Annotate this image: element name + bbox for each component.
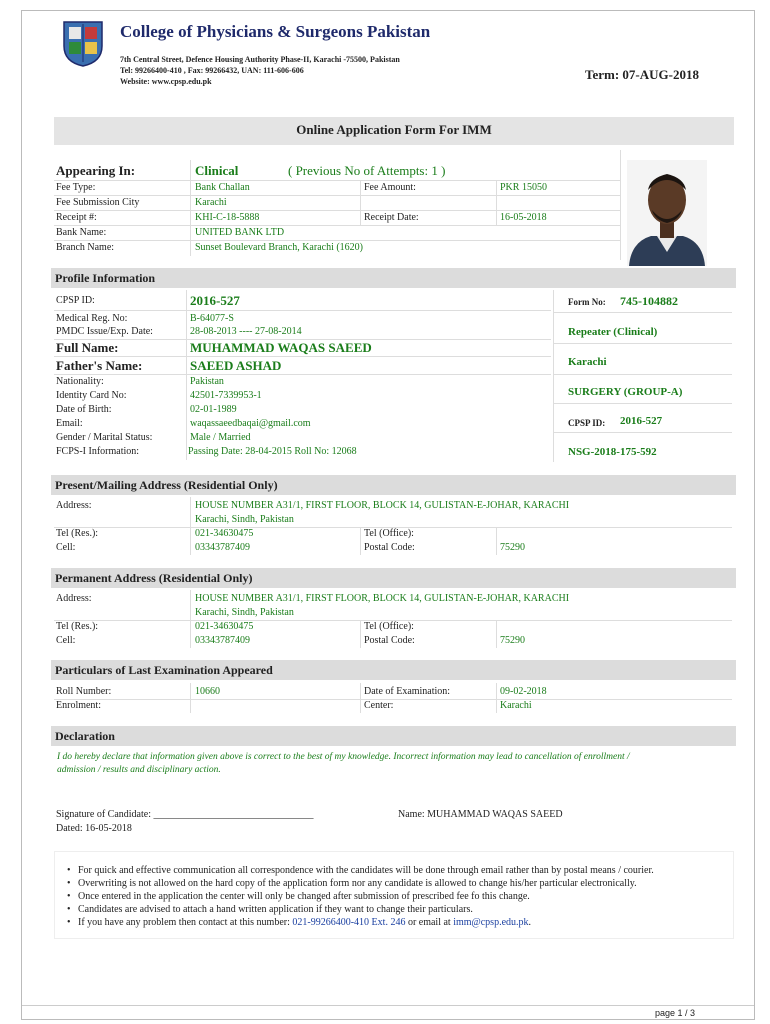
form-no-label: Form No:	[568, 297, 606, 307]
receipt-label: Receipt #:	[56, 212, 97, 223]
grid-divider	[553, 290, 554, 462]
enrolment-label: Enrolment:	[56, 700, 101, 711]
grid-line	[54, 374, 551, 375]
present-postal-label: Postal Code:	[364, 542, 415, 553]
present-cell-value: 03343787409	[195, 542, 250, 553]
dated: Dated: 16-05-2018	[56, 823, 132, 834]
declaration-text-line2: admission / results and disciplinary action.	[57, 765, 221, 775]
permanent-telres-value: 021-34630475	[195, 621, 254, 632]
permanent-postal-value: 75290	[500, 635, 525, 646]
candidate-photo	[627, 160, 707, 266]
dob-label: Date of Birth:	[56, 404, 112, 415]
present-cell-label: Cell:	[56, 542, 76, 553]
fullname-label: Full Name:	[56, 340, 119, 355]
grid-line	[54, 356, 551, 357]
permanent-address-label: Address:	[56, 593, 92, 604]
nsg-number: NSG-2018-175-592	[568, 446, 657, 458]
form-no-value: 745-104882	[620, 294, 678, 308]
note-item	[78, 916, 724, 929]
repeater-status: Repeater (Clinical)	[568, 326, 658, 338]
grid-divider	[190, 160, 191, 256]
receipt-date-label: Receipt Date:	[364, 212, 419, 223]
bank-label: Bank Name:	[56, 227, 107, 238]
grid-line	[54, 225, 620, 226]
signature-line: Signature of Candidate: ________________________________	[56, 809, 314, 820]
fee-type-label: Fee Type:	[56, 182, 96, 193]
grid-line	[54, 180, 620, 181]
website-line: Website: www.cpsp.edu.pk	[120, 77, 212, 86]
helpline-phone: 021-99266400-410 Ext. 246	[292, 917, 406, 928]
grid-divider	[360, 620, 361, 648]
grid-divider	[190, 497, 191, 555]
center-value: Karachi	[500, 700, 532, 711]
college-name: College of Physicians & Surgeons Pakistan	[120, 22, 431, 41]
side-cpsp-label: CPSP ID:	[568, 418, 606, 428]
grid-line	[54, 310, 551, 311]
idcard-label: Identity Card No:	[56, 390, 127, 401]
permanent-cell-value: 03343787409	[195, 635, 250, 646]
permanent-address-line2: Karachi, Sindh, Pakistan	[195, 607, 294, 618]
candidate-name: Name: MUHAMMAD WAQAS SAEED	[398, 809, 563, 820]
fcps-value: Passing Date: 28-04-2015 Roll No: 12068	[188, 446, 357, 457]
present-teloff-label: Tel (Office):	[364, 528, 414, 539]
center-label: Center:	[364, 700, 394, 711]
father-value: SAEED ASHAD	[190, 358, 282, 373]
note-text: If you have any problem then contact at this number:	[78, 917, 293, 928]
permanent-postal-label: Postal Code:	[364, 635, 415, 646]
grid-line	[54, 210, 620, 211]
cpsp-id-label: CPSP ID:	[56, 295, 95, 306]
email-value: waqassaeedbaqai@gmail.com	[190, 418, 311, 429]
grid-divider	[620, 150, 621, 260]
present-telres-label: Tel (Res.):	[56, 528, 99, 539]
receipt-date-value: 16-05-2018	[500, 212, 547, 223]
permanent-address-line1: HOUSE NUMBER A31/1, FIRST FLOOR, BLOCK 14, GULISTAN-E-JOHAR, KARACHI	[195, 593, 570, 604]
present-postal-value: 75290	[500, 542, 525, 553]
grid-line	[54, 195, 620, 196]
branch-value: Sunset Boulevard Branch, Karachi (1620)	[195, 242, 364, 253]
last-exam-heading: Particulars of Last Examination Appeared	[51, 660, 736, 680]
note-item: • Candidates are advised to attach a hand written application if they want to change their particulars.	[78, 903, 724, 916]
dob-value: 02-01-1989	[190, 404, 237, 415]
fee-amount-value: PKR 15050	[500, 182, 547, 193]
permanent-address-heading: Permanent Address (Residential Only)	[51, 568, 736, 588]
grid-divider	[190, 590, 191, 648]
specialty: SURGERY (GROUP-A)	[568, 386, 683, 398]
fee-type-value: Bank Challan	[195, 182, 250, 193]
email-label: Email:	[56, 418, 83, 429]
grid-line	[554, 312, 732, 313]
grid-divider	[190, 683, 191, 713]
fcps-label: FCPS-I Information:	[56, 446, 140, 457]
cpsp-id-value: 2016-527	[190, 293, 240, 308]
gender-value: Male / Married	[190, 432, 251, 443]
grid-divider	[496, 620, 497, 648]
fee-city-label: Fee Submission City	[56, 197, 140, 208]
exam-date-value: 09-02-2018	[500, 686, 547, 697]
grid-divider	[360, 683, 361, 713]
pmdc-value: 28-08-2013 ---- 27-08-2014	[190, 326, 302, 337]
receipt-value: KHI-C-18-5888	[195, 212, 260, 223]
grid-divider	[186, 290, 187, 460]
permanent-telres-label: Tel (Res.):	[56, 621, 99, 632]
fullname-value: MUHAMMAD WAQAS SAEED	[190, 340, 372, 355]
term-label: Term: 07-AUG-2018	[585, 67, 699, 82]
fee-city-value: Karachi	[195, 197, 227, 208]
grid-line	[554, 403, 732, 404]
grid-divider	[496, 683, 497, 713]
grid-line	[554, 374, 732, 375]
grid-divider	[360, 180, 361, 225]
appearing-value: Clinical	[195, 163, 239, 178]
idcard-value: 42501-7339953-1	[190, 390, 262, 401]
medreg-value: B-64077-S	[190, 313, 234, 324]
father-label: Father's Name:	[56, 358, 143, 373]
roll-label: Roll Number:	[56, 686, 112, 697]
grid-divider	[496, 180, 497, 225]
permanent-teloff-label: Tel (Office):	[364, 621, 414, 632]
exam-date-label: Date of Examination:	[364, 686, 451, 697]
grid-line	[554, 343, 732, 344]
present-address-label: Address:	[56, 500, 92, 511]
note-item: • Once entered in the application the center will only be changed after submission of prescribed fee fo this change.	[78, 890, 724, 903]
note-item: • For quick and effective communication all correspondence with the candidates will be done through email rather than by postal means / courier.	[78, 864, 724, 877]
present-address-line2: Karachi, Sindh, Pakistan	[195, 514, 294, 525]
pmdc-label: PMDC Issue/Exp. Date:	[56, 326, 153, 337]
bank-value: UNITED BANK LTD	[195, 227, 285, 238]
grid-line	[54, 240, 620, 241]
attempts-info: ( Previous No of Attempts: 1 )	[288, 163, 446, 178]
branch-label: Branch Name:	[56, 242, 115, 253]
note-text: or email at	[405, 917, 454, 928]
grid-divider	[496, 527, 497, 555]
declaration-heading: Declaration	[51, 726, 736, 746]
present-address-line1: HOUSE NUMBER A31/1, FIRST FLOOR, BLOCK 14, GULISTAN-E-JOHAR, KARACHI	[195, 500, 570, 511]
fee-amount-label: Fee Amount:	[364, 182, 416, 193]
footer-rule	[22, 1005, 754, 1006]
appearing-label: Appearing In:	[56, 163, 136, 178]
note-text: .	[528, 917, 532, 928]
exam-city: Karachi	[568, 356, 607, 368]
cpsp-crest-logo	[60, 18, 106, 68]
side-cpsp-value: 2016-527	[620, 415, 663, 427]
contact-line: Tel: 99266400-410 , Fax: 99266432, UAN: 111-606-606	[120, 66, 304, 75]
permanent-cell-label: Cell:	[56, 635, 76, 646]
present-telres-value: 021-34630475	[195, 528, 254, 539]
page-number: page 1 / 3	[655, 1008, 696, 1018]
medreg-label: Medical Reg. No:	[56, 313, 128, 324]
roll-value: 10660	[195, 686, 220, 697]
nationality-value: Pakistan	[190, 376, 224, 387]
declaration-text-line1: I do hereby declare that information given above is correct to the best of my knowledge. Incorrect information may lead to cancellation of enrollment /	[57, 752, 630, 762]
profile-heading: Profile Information	[51, 268, 736, 288]
gender-label: Gender / Marital Status:	[56, 432, 153, 443]
notes-list	[64, 864, 724, 929]
support-email-link[interactable]: imm@cpsp.edu.pk	[453, 917, 529, 928]
form-title: Online Application Form For IMM	[296, 122, 492, 137]
grid-divider	[360, 527, 361, 555]
address-line: 7th Central Street, Defence Housing Authority Phase-II, Karachi -75500, Pakistan	[120, 55, 400, 64]
present-address-heading: Present/Mailing Address (Residential Only)	[51, 475, 736, 495]
note-item: • Overwriting is not allowed on the hard copy of the application form nor any candidate is allowed to change his/her particular electronically.	[78, 877, 724, 890]
nationality-label: Nationality:	[56, 376, 104, 387]
grid-line	[554, 432, 732, 433]
